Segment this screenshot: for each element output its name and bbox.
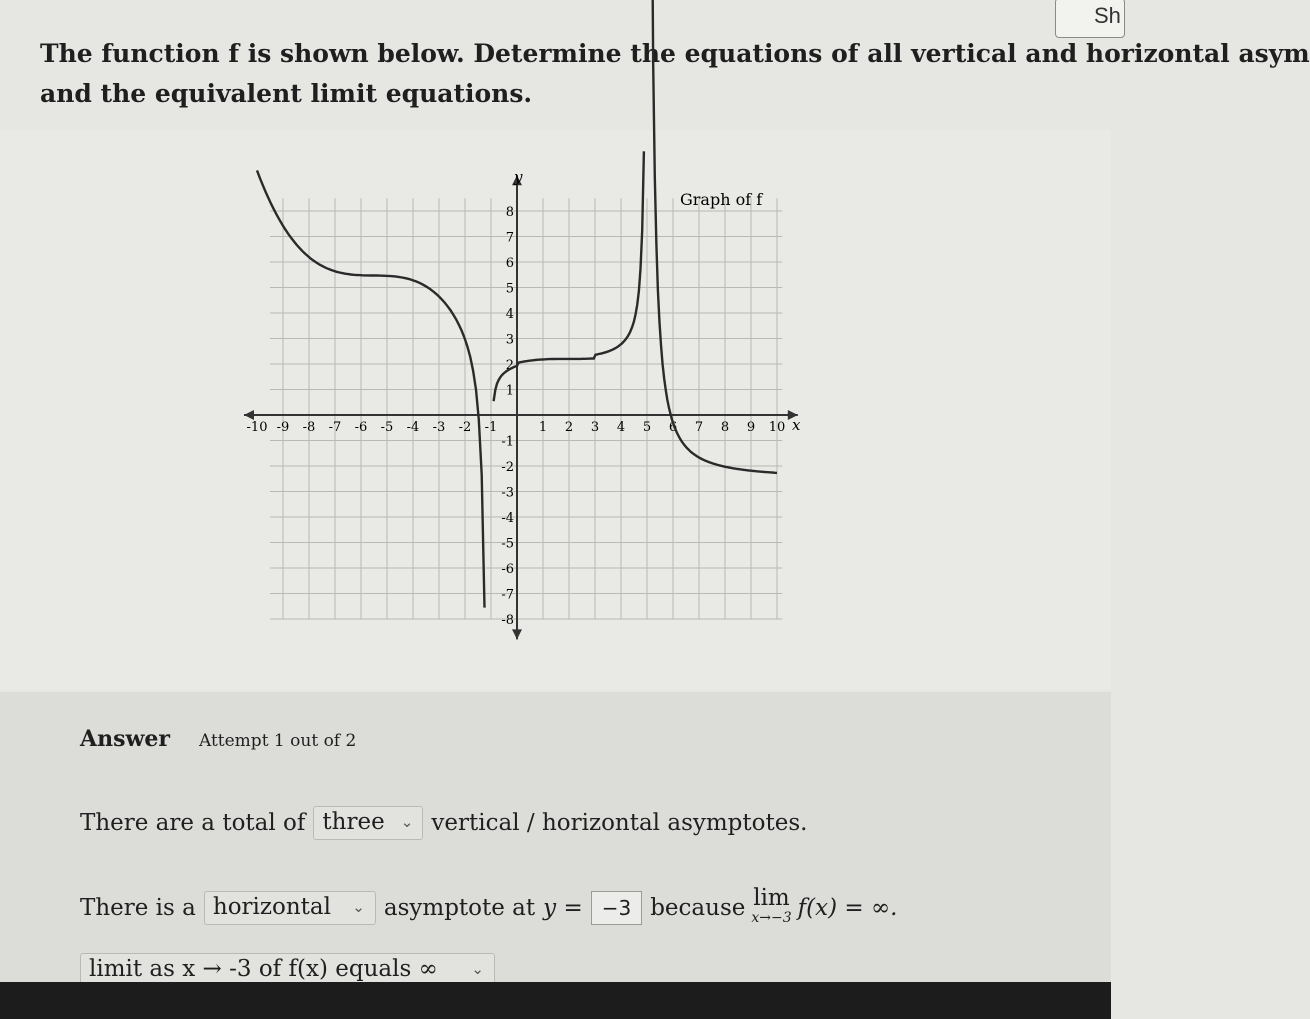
y-axis-label: y bbox=[514, 168, 523, 186]
x-tick-label: -8 bbox=[302, 420, 316, 435]
x-tick-label: 5 bbox=[642, 420, 652, 435]
corner-button[interactable]: Sh bbox=[1055, 0, 1125, 38]
equation-variable: y = bbox=[543, 895, 583, 921]
y-tick-label: 4 bbox=[505, 307, 514, 322]
question-line-1: The function f is shown below. Determine the equations of all vertical and horizontal asym bbox=[40, 39, 1310, 68]
attempt-counter: Attempt 1 out of 2 bbox=[198, 731, 357, 751]
y-axis-arrow-down bbox=[512, 629, 522, 639]
total-suffix: vertical / horizontal asymptotes. bbox=[431, 810, 808, 836]
y-tick-label: -4 bbox=[501, 511, 514, 526]
chevron-down-icon: ⌄ bbox=[471, 960, 484, 978]
graph-grid bbox=[270, 198, 782, 619]
x-tick-label: 6 bbox=[668, 420, 678, 435]
y-tick-label: -2 bbox=[501, 460, 514, 475]
lim-expression-text: f(x) = ∞. bbox=[797, 895, 898, 921]
x-tick-label: -3 bbox=[432, 420, 446, 435]
x-tick-label: -9 bbox=[276, 420, 290, 435]
x-tick-label: 8 bbox=[720, 420, 730, 435]
answer-label: Answer bbox=[80, 726, 170, 752]
asymptote-type-select[interactable] bbox=[204, 891, 376, 925]
x-tick-label: 10 bbox=[768, 420, 786, 435]
bottom-bar bbox=[0, 982, 1111, 1019]
y-tick-label: 3 bbox=[505, 332, 514, 348]
y-tick-label: 5 bbox=[505, 281, 514, 297]
y-tick-label: -3 bbox=[501, 485, 514, 501]
because-text: because bbox=[650, 895, 746, 921]
x-tick-label: -10 bbox=[246, 420, 268, 435]
graph-title: Graph of f bbox=[680, 190, 763, 209]
lim-subscript: x→−3 bbox=[751, 910, 792, 926]
y-tick-label: 7 bbox=[505, 230, 514, 246]
x-tick-label: -7 bbox=[328, 420, 342, 435]
function-graph bbox=[230, 160, 810, 660]
y-tick-label: -8 bbox=[501, 613, 514, 628]
x-axis-label: x bbox=[792, 416, 801, 434]
x-tick-label: 3 bbox=[590, 420, 600, 435]
chevron-down-icon: ⌄ bbox=[400, 813, 414, 831]
total-asymptotes-line bbox=[80, 806, 807, 840]
x-tick-label: 1 bbox=[538, 420, 548, 435]
y-tick-label: 1 bbox=[505, 383, 514, 399]
x-tick-label: -2 bbox=[458, 420, 472, 435]
y-tick-label: 2 bbox=[505, 358, 514, 373]
x-tick-label: -1 bbox=[484, 420, 498, 435]
asymptote-at-text: asymptote at bbox=[383, 895, 536, 921]
x-tick-label: -6 bbox=[354, 420, 368, 435]
graph-axes bbox=[244, 175, 798, 639]
total-select-value: three bbox=[322, 809, 385, 835]
chevron-down-icon: ⌄ bbox=[352, 898, 365, 916]
asymptote-line bbox=[80, 885, 898, 928]
question-line-2: and the equivalent limit equations. bbox=[40, 79, 533, 108]
line2-prefix: There is a bbox=[80, 895, 196, 921]
x-tick-label: -5 bbox=[380, 420, 394, 435]
limit-expression bbox=[751, 885, 792, 928]
y-tick-label: 6 bbox=[505, 256, 514, 271]
x-tick-label: 2 bbox=[564, 420, 574, 435]
lim-word: lim bbox=[753, 885, 790, 911]
x-axis-arrow-left bbox=[244, 410, 254, 420]
answer-header bbox=[80, 726, 356, 752]
question-text bbox=[40, 34, 1310, 114]
y-tick-label: -7 bbox=[501, 587, 514, 603]
total-prefix: There are a total of bbox=[80, 810, 306, 836]
asymptote-value-input[interactable]: −3 bbox=[591, 891, 642, 925]
y-tick-label: -5 bbox=[501, 536, 514, 552]
type-select-value: horizontal bbox=[212, 894, 331, 920]
y-tick-label: 8 bbox=[505, 205, 514, 220]
x-tick-label: 7 bbox=[694, 420, 704, 435]
x-tick-label: 9 bbox=[746, 420, 756, 435]
limit-select-value: limit as x → -3 of f(x) equals ∞ bbox=[89, 956, 438, 982]
x-tick-label: -4 bbox=[406, 420, 420, 435]
y-tick-label: -6 bbox=[501, 562, 514, 577]
x-tick-label: 4 bbox=[616, 420, 626, 435]
y-tick-label: -1 bbox=[501, 434, 514, 450]
total-select[interactable] bbox=[313, 806, 423, 840]
